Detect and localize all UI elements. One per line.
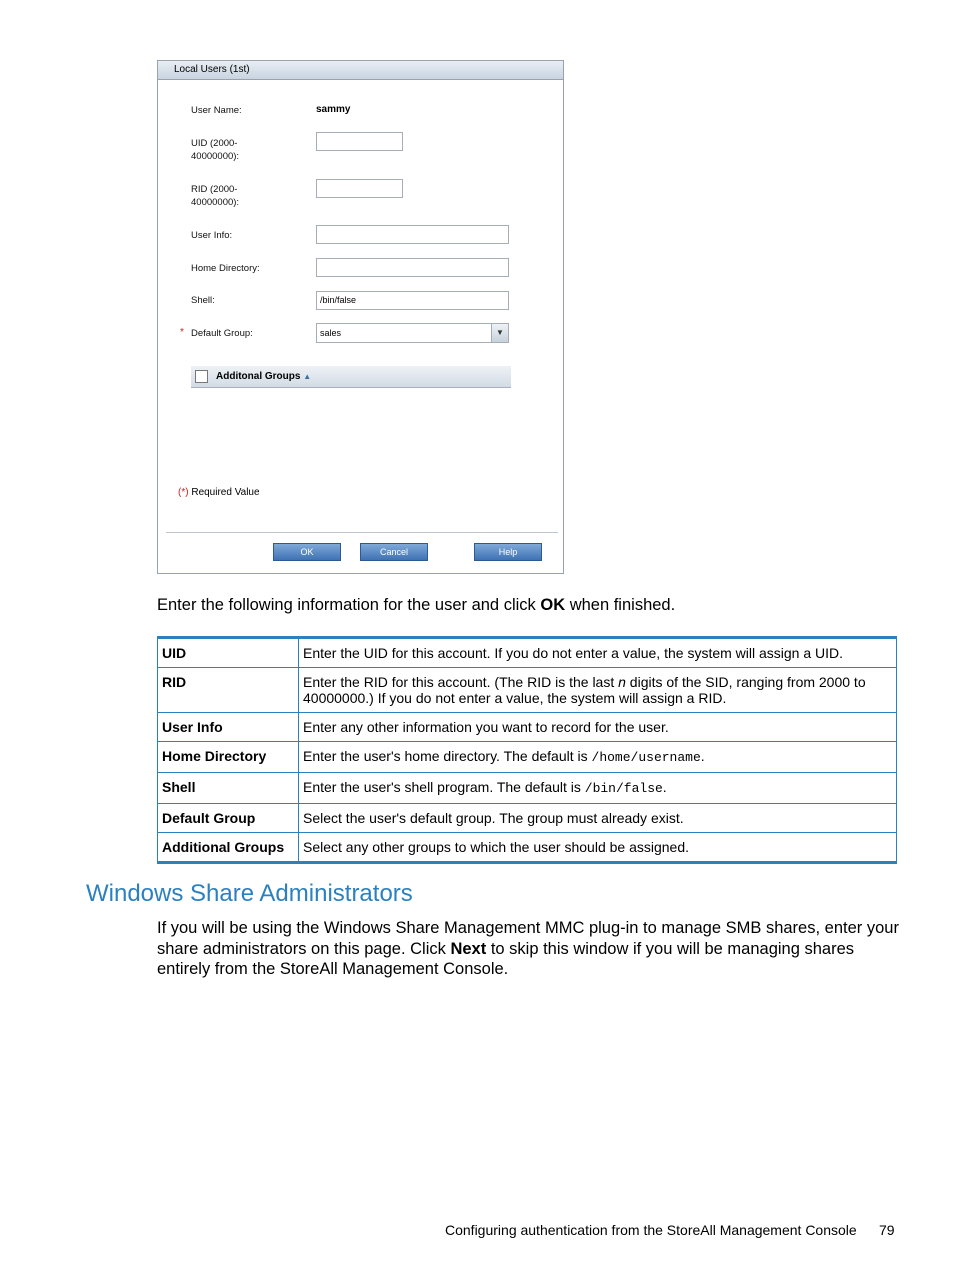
ok-button[interactable]: OK bbox=[273, 543, 341, 561]
section-heading: Windows Share Administrators bbox=[86, 880, 413, 907]
para-bold: Next bbox=[450, 939, 487, 958]
local-users-dialog bbox=[157, 60, 564, 574]
table-key: Additional Groups bbox=[158, 833, 299, 863]
additional-groups-text: Additonal Groups bbox=[216, 371, 301, 382]
home-directory-label: Home Directory: bbox=[191, 263, 260, 274]
desc-part: Enter the user's shell program. The default is bbox=[303, 779, 585, 795]
dialog-title: Local Users (1st) bbox=[158, 61, 563, 80]
dialog-divider bbox=[166, 532, 558, 533]
user-info-label: User Info: bbox=[191, 230, 233, 241]
default-group-label: Default Group: bbox=[191, 328, 253, 339]
desc-part: . bbox=[662, 779, 667, 795]
table-key: User Info bbox=[158, 713, 299, 742]
rid-label-line1: RID (2000- bbox=[191, 184, 238, 195]
intro-after: when finished. bbox=[565, 596, 676, 614]
additional-groups-label bbox=[216, 366, 311, 387]
table-row bbox=[158, 773, 897, 804]
desc-part: . bbox=[700, 748, 705, 764]
table-row bbox=[158, 804, 897, 833]
uid-input[interactable] bbox=[316, 132, 403, 151]
page-number: 79 bbox=[879, 1222, 895, 1238]
table-desc: Enter any other information you want to record for the user. bbox=[299, 713, 897, 742]
table-desc bbox=[299, 773, 897, 804]
additional-groups-checkbox[interactable] bbox=[195, 370, 208, 383]
additional-groups-bar[interactable] bbox=[191, 366, 511, 388]
desc-part: digits of the SID, ranging from 2000 to 40000000.) If you do not enter a value, the system will assign a RID. bbox=[303, 674, 866, 706]
table-desc: Enter the UID for this account. If you do not enter a value, the system will assign a UID. bbox=[299, 638, 897, 668]
table-key: RID bbox=[158, 668, 299, 713]
user-info-input[interactable] bbox=[316, 225, 509, 244]
rid-label-line2: 40000000): bbox=[191, 197, 240, 208]
table-row bbox=[158, 638, 897, 668]
desc-italic: n bbox=[618, 674, 626, 690]
uid-label bbox=[191, 137, 239, 163]
chevron-down-icon[interactable]: ▼ bbox=[491, 324, 508, 342]
home-directory-input[interactable] bbox=[316, 258, 509, 277]
desc-part: Enter the user's home directory. The default is bbox=[303, 748, 592, 764]
desc-code: /home/username bbox=[591, 750, 701, 765]
user-name-value: sammy bbox=[316, 104, 351, 115]
table-key: Home Directory bbox=[158, 742, 299, 773]
caret-up-icon: ▲ bbox=[303, 372, 312, 381]
desc-part: Enter the RID for this account. (The RID is the last bbox=[303, 674, 619, 690]
table-row bbox=[158, 668, 897, 713]
uid-label-line2: 40000000): bbox=[191, 151, 240, 162]
table-row bbox=[158, 742, 897, 773]
cancel-button[interactable]: Cancel bbox=[360, 543, 428, 561]
default-group-value: sales bbox=[320, 328, 342, 338]
para-part: If you will be using the Windows Share Management MMC plug-in to manage SMB shares, enter your share administrators on this page. Click bbox=[157, 919, 899, 958]
intro-text bbox=[157, 596, 675, 615]
rid-label bbox=[191, 183, 239, 209]
intro-bold: OK bbox=[540, 596, 566, 614]
field-description-table bbox=[157, 636, 897, 864]
page-footer-text: Configuring authentication from the StoreAll Management Console bbox=[445, 1222, 857, 1238]
table-key: UID bbox=[158, 638, 299, 668]
shell-label: Shell: bbox=[191, 295, 215, 306]
required-star: * bbox=[180, 327, 184, 338]
table-desc bbox=[299, 742, 897, 773]
table-desc bbox=[299, 668, 897, 713]
table-key: Shell bbox=[158, 773, 299, 804]
section-paragraph bbox=[157, 918, 899, 980]
uid-label-line1: UID (2000- bbox=[191, 138, 238, 149]
intro-before: Enter the following information for the user and click bbox=[157, 596, 541, 614]
required-note-text: Required Value bbox=[188, 487, 260, 498]
table-key: Default Group bbox=[158, 804, 299, 833]
default-group-select[interactable] bbox=[316, 323, 509, 343]
user-name-label: User Name: bbox=[191, 105, 242, 116]
table-row bbox=[158, 833, 897, 863]
desc-code: /bin/false bbox=[584, 781, 663, 796]
para-part: to skip this window if you will be managing shares entirely from the StoreAll Management Console. bbox=[157, 939, 854, 978]
required-note-star: (*) bbox=[178, 487, 189, 498]
rid-input[interactable] bbox=[316, 179, 403, 198]
shell-input[interactable]: /bin/false bbox=[316, 291, 509, 310]
required-value-note bbox=[178, 487, 260, 498]
help-button[interactable]: Help bbox=[474, 543, 542, 561]
table-desc: Select the user's default group. The group must already exist. bbox=[299, 804, 897, 833]
table-desc: Select any other groups to which the user should be assigned. bbox=[299, 833, 897, 863]
table-row bbox=[158, 713, 897, 742]
